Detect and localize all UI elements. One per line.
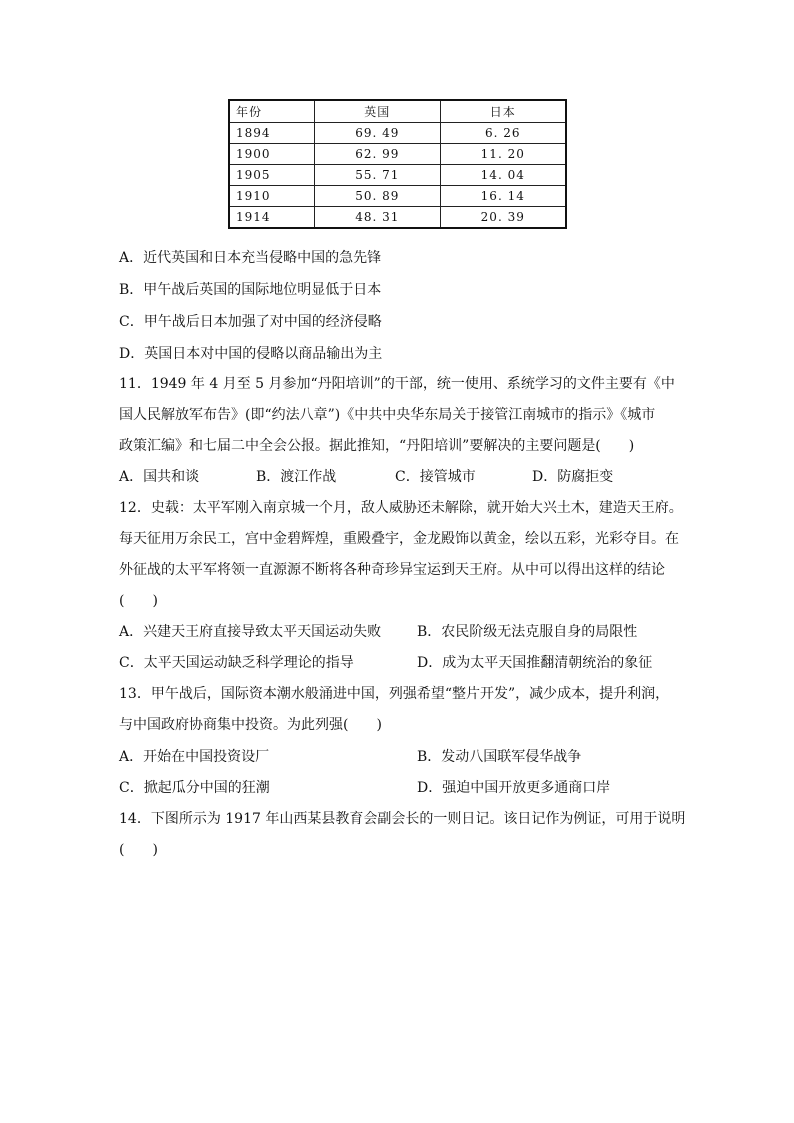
table-row [229,186,566,207]
cell-uk: 48. 31 [315,207,440,229]
q14-stem-line: ( ) [119,842,158,858]
q13-option-c: C．掀起瓜分中国的狂潮 [119,780,270,796]
cell-year: 1905 [229,165,315,186]
cell-jp: 16. 14 [440,186,566,207]
table-row [229,165,566,186]
q12-options-row2 [119,653,679,673]
q11-option-c: C．接管城市 [395,469,476,485]
q12-stem-line: 外征战的太平军将领一直源源不断将各种奇珍异宝运到天王府。从中可以得出这样的结论 [119,562,665,578]
cell-uk: 55. 71 [315,165,440,186]
data-table [228,99,567,229]
q13-option-b: B．发动八国联军侵华战争 [417,749,582,765]
q11-stem-line: 11．1949 年 4 月至 5 月参加“丹阳培训”的干部，统一使用、系统学习的文件主要有《中 [119,376,675,392]
header-year: 年份 [229,100,315,123]
q12-options-row1 [119,622,679,642]
q13-option-d: D．强迫中国开放更多通商口岸 [417,780,611,796]
q12-option-b: B．农民阶级无法克服自身的局限性 [417,624,638,640]
q10-option-c: C．甲午战后日本加强了对中国的经济侵略 [119,314,382,330]
table-header-row [229,100,566,123]
q13-option-a: A．开始在中国投资设厂 [119,749,270,765]
q10-option-a: A．近代英国和日本充当侵略中国的急先锋 [119,250,382,266]
q12-stem-line: ( ) [119,593,158,609]
q10-option-b: B．甲午战后英国的国际地位明显低于日本 [119,282,382,298]
q13-options-row1 [119,747,679,767]
cell-year: 1894 [229,123,315,144]
q12-stem-line: 12．史载：太平军刚入南京城一个月，敌人威胁还未解除，就开始大兴土木，建造天王府。 [119,500,683,516]
q12-option-d: D．成为太平天国推翻清朝统治的象征 [417,655,653,671]
q12-stem-line: 每天征用万余民工，宫中金碧辉煌，重殿叠宇，金龙殿饰以黄金，绘以五彩，光彩夺目。在 [119,531,679,547]
table-row [229,207,566,229]
q11-option-d: D．防腐拒变 [532,469,614,485]
cell-uk: 50. 89 [315,186,440,207]
cell-jp: 20. 39 [440,207,566,229]
cell-year: 1914 [229,207,315,229]
header-uk: 英国 [315,100,440,123]
q12-option-c: C．太平天国运动缺乏科学理论的指导 [119,655,354,671]
cell-uk: 62. 99 [315,144,440,165]
header-jp: 日本 [440,100,566,123]
cell-uk: 69. 49 [315,123,440,144]
cell-year: 1910 [229,186,315,207]
q13-options-row2 [119,778,679,798]
table-row [229,123,566,144]
q12-option-a: A．兴建天王府直接导致太平天国运动失败 [119,624,382,640]
q10-option-d: D．英国日本对中国的侵略以商品输出为主 [119,346,383,362]
q11-option-a: A．国共和谈 [119,469,200,485]
q13-stem-line: 13．甲午战后，国际资本潮水般涌进中国，列强希望“整片开发”，减少成本，提升利润， [119,686,670,702]
cell-jp: 14. 04 [440,165,566,186]
q11-option-b: B．渡江作战 [256,469,337,485]
q11-stem-line: 政策汇编》和七届二中全会公报。据此推知，“丹阳培训”要解决的主要问题是( ) [119,438,635,454]
cell-year: 1900 [229,144,315,165]
q11-stem-line: 国人民解放军布告》(即“约法八章”)《中共中央华东局关于接管江南城市的指示》《城市 [119,407,656,423]
cell-jp: 11. 20 [440,144,566,165]
cell-jp: 6. 26 [440,123,566,144]
table-row [229,144,566,165]
q14-stem-line: 14．下图所示为 1917 年山西某县教育会副会长的一则日记。该日记作为例证，可用于说明 [119,811,686,827]
q11-options [119,467,679,487]
q13-stem-line: 与中国政府协商集中投资。为此列强( ) [119,717,382,733]
